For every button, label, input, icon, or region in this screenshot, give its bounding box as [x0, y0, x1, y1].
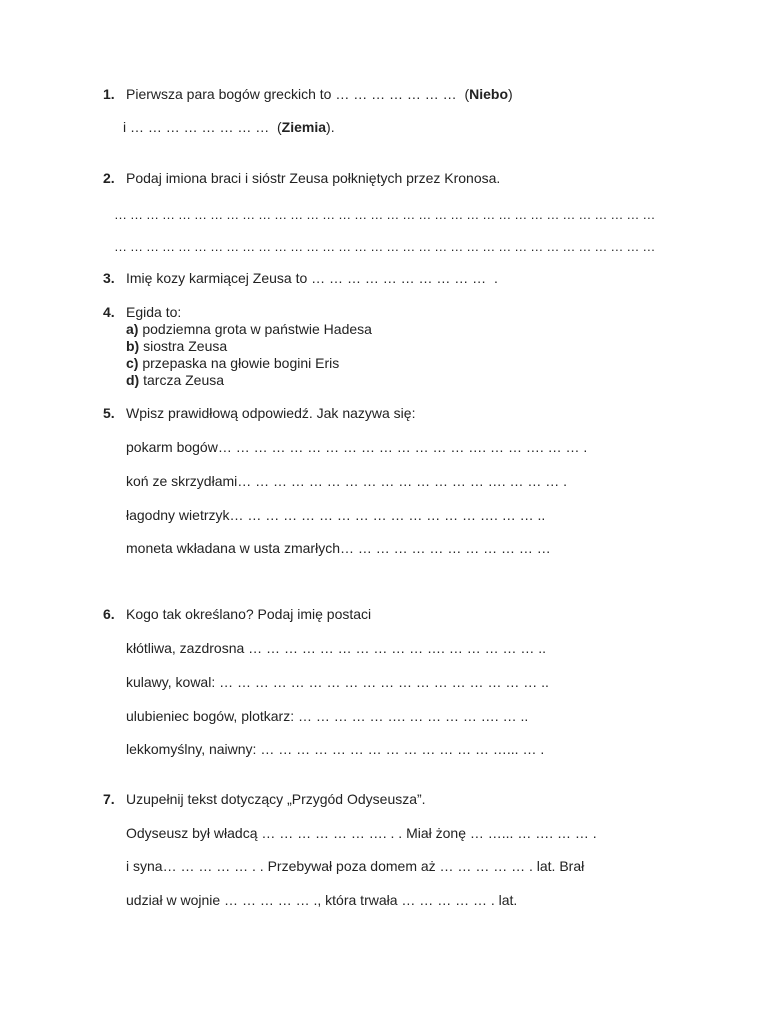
q1-line2-end: ).: [326, 119, 335, 135]
q4-option-c-text: przepaska na głowie bogini Eris: [138, 355, 340, 371]
q5-number: 5.: [103, 405, 115, 421]
q4-option-b-text: siostra Zeusa: [139, 338, 228, 354]
q4-option-a-text: podziemna grota w państwie Hadesa: [138, 321, 372, 337]
q6-number: 6.: [103, 606, 115, 622]
q5-prompt: Wpisz prawidłową odpowiedź. Jak nazywa się:: [126, 405, 416, 421]
q2-answer-dots-2: … … … … … … … … … … … … … … … … … … … … … … … … … … … … … … … … … …: [114, 239, 656, 254]
q5-item-wietrzyk: łagodny wietrzyk… … … … … … … … … … … … … … …. … … ..: [126, 507, 546, 523]
q4-option-a: [126, 321, 372, 338]
q1-line2: [123, 119, 335, 136]
q7-text-line-3: udział w wojnie … … … … … ., która trwała … … … … … . lat.: [126, 892, 518, 908]
q2-prompt: Podaj imiona braci i sióstr Zeusa połkniętych przez Kronosa.: [126, 170, 501, 186]
q1-answer-ziemia: Ziemia: [281, 119, 327, 135]
q2-number: 2.: [103, 170, 115, 186]
q4-option-c-letter: c): [126, 355, 139, 371]
q7-prompt: Uzupełnij tekst dotyczący „Przygód Odyseusza”.: [126, 791, 426, 807]
q1-line1-end: ): [508, 86, 513, 102]
q3-number: 3.: [103, 270, 115, 286]
q4-prompt: Egida to:: [126, 304, 182, 320]
q7-number: 7.: [103, 791, 115, 807]
q1-line2-text: i … … … … … … … … (: [123, 119, 282, 135]
q4-option-c: [126, 355, 339, 372]
q6-prompt: Kogo tak określano? Podaj imię postaci: [126, 606, 372, 622]
q4-number: 4.: [103, 304, 115, 320]
q6-item-ulubieniec: ulubieniec bogów, plotkarz: … … … … … …. … … … … …. … ..: [126, 708, 529, 724]
q4-option-d-letter: d): [126, 372, 140, 388]
q4-option-d: [126, 372, 224, 389]
q5-item-moneta: moneta wkładana w usta zmarłych… … … … … … … … … … … …: [126, 540, 551, 556]
q4-option-a-letter: a): [126, 321, 139, 337]
q4-option-d-text: tarcza Zeusa: [139, 372, 225, 388]
q1-line1-text: Pierwsza para bogów greckich to … … … … … … … (: [126, 86, 470, 102]
q4-option-b-letter: b): [126, 338, 140, 354]
q5-item-kon: koń ze skrzydłami… … … … … … … … … … … … … … …. … … … .: [126, 473, 568, 489]
q4-option-b: [126, 338, 227, 355]
q1-answer-niebo: Niebo: [469, 86, 508, 102]
q7-text-line-2: i syna… … … … … . . Przebywał poza domem aż … … … … … . lat. Brał: [126, 858, 585, 874]
q6-item-kulawy: kulawy, kowal: … … … … … … … … … … … … … … … … … … ..: [126, 674, 549, 690]
q6-item-lekkomyslny: lekkomyślny, naiwny: … … … … … … … … … … … … … …... … .: [126, 741, 545, 757]
q7-text-line-1: Odyseusz był władcą … … … … … … …. . . Miał żonę … …... … …. … … .: [126, 825, 597, 841]
q3-prompt: Imię kozy karmiącej Zeusa to … … … … … … … … … … .: [126, 270, 498, 286]
q6-item-klotliwa: kłótliwa, zazdrosna … … … … … … … … … … …. … … … … … ..: [126, 640, 547, 656]
q1-line1: [126, 86, 513, 103]
q2-answer-dots-1: … … … … … … … … … … … … … … … … … … … … … … … … … … … … … … … … … …: [114, 207, 656, 222]
q1-number: 1.: [103, 86, 115, 102]
q5-item-pokarm: pokarm bogów… … … … … … … … … … … … … … …. … … …. … … .: [126, 439, 588, 455]
